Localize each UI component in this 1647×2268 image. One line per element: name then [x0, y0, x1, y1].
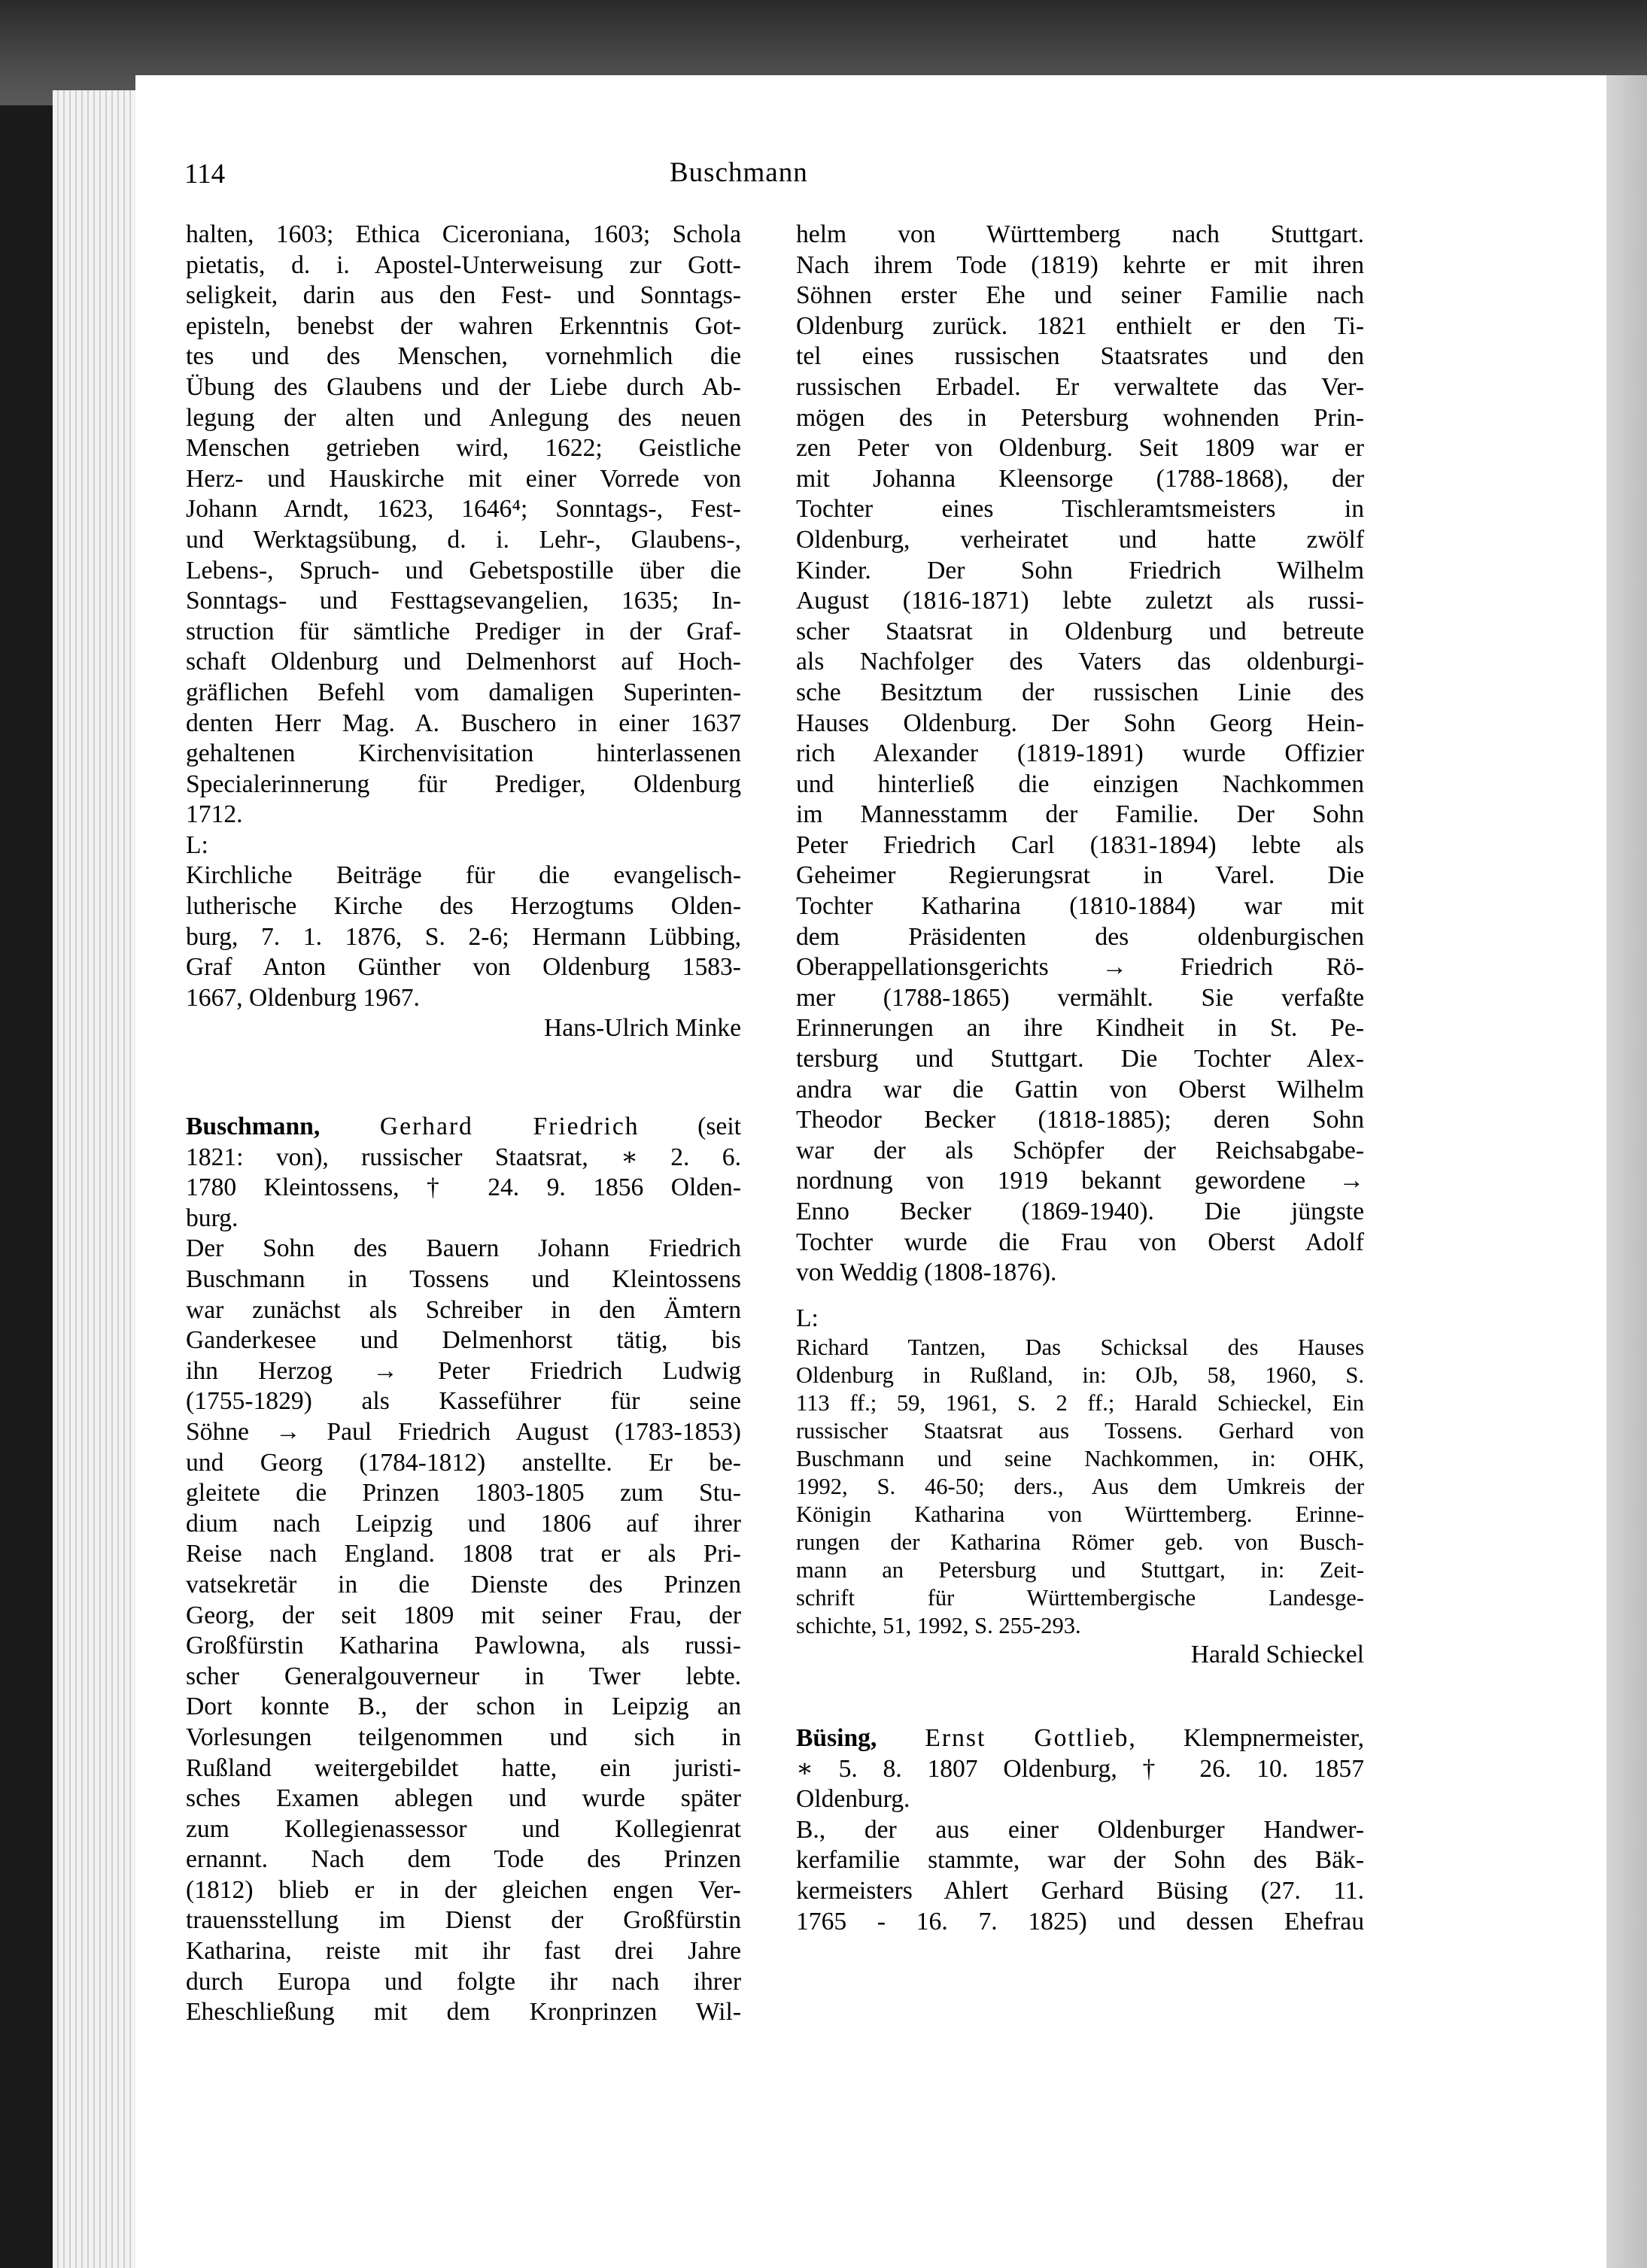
entry-body — [186, 1234, 741, 2027]
text-line: Übung des Glaubens und der Liebe durch Ab- — [186, 372, 741, 401]
text-line: rungen der Katharina Römer geb. von Busch- — [796, 1529, 1364, 1556]
entry2-given-names: Ernst Gottlieb, — [877, 1723, 1137, 1752]
text-line: scher Staatsrat in Oldenburg und betreute — [796, 617, 1364, 645]
text-line: 1992, S. 46-50; ders., Aus dem Umkreis der — [796, 1474, 1364, 1500]
text-line: war zunächst als Schreiber in den Ämtern — [186, 1295, 741, 1324]
text-line: tes und des Menschen, vornehmlich die — [186, 342, 741, 371]
text-line: Rußland weitergebildet hatte, ein juristi- — [186, 1753, 741, 1782]
text-line: scher Generalgouverneur in Twer lebte. — [186, 1662, 741, 1690]
text-line: Reise nach England. 1808 trat er als Pri- — [186, 1540, 741, 1568]
text-line: 1712. — [186, 800, 243, 829]
text-line: ∗ 5. 8. 1807 Oldenburg, † 26. 10. 1857 — [796, 1754, 1364, 1783]
text-line: Der Sohn des Bauern Johann Friedrich — [186, 1234, 741, 1263]
text-line: Oberappellationsgerichts → Friedrich Rö- — [796, 953, 1364, 982]
entry2-heading — [796, 1723, 1364, 1754]
left-column — [186, 220, 741, 2028]
book-right-edge — [1602, 75, 1647, 2268]
text-line: (1812) blieb er in der gleichen engen Ver- — [186, 1875, 741, 1904]
text-line: rich Alexander (1819-1891) wurde Offizier — [796, 739, 1364, 768]
text-line: Oldenburg. — [796, 1785, 910, 1814]
text-line: Vorlesungen teilgenommen und sich in — [186, 1723, 741, 1751]
text-line: und Georg (1784-1812) anstellte. Er be- — [186, 1448, 741, 1477]
literature-label: L: — [186, 830, 208, 859]
text-line: und hinterließ die einzigen Nachkommen — [796, 770, 1364, 798]
entry-headword: Buschmann, — [186, 1113, 321, 1141]
entry2-headword: Büsing, — [796, 1723, 877, 1752]
text-line: tel eines russischen Staatsrates und den — [796, 342, 1364, 371]
text-line: Oldenburg, verheiratet und hatte zwölf — [796, 525, 1364, 554]
text-line: Dort konnte B., der schon in Leipzig an — [186, 1693, 741, 1721]
text-line: legung der alten und Anlegung des neuen — [186, 403, 741, 432]
text-line: Nach ihrem Tode (1819) kehrte er mit ihren — [796, 250, 1364, 279]
text-line: mögen des in Petersburg wohnenden Prin- — [796, 403, 1364, 432]
text-line: gräflichen Befehl vom damaligen Superinten- — [186, 678, 741, 706]
text-line: Erinnerungen an ihre Kindheit in St. Pe- — [796, 1014, 1364, 1043]
text-line: tersburg und Stuttgart. Die Tochter Alex- — [796, 1045, 1364, 1073]
entry-heading — [186, 1112, 741, 1143]
author-signature: Hans-Ulrich Minke — [543, 1014, 741, 1043]
text-line: durch Europa und folgte ihr nach ihrer — [186, 1967, 741, 1996]
text-line: Katharina, reiste mit ihr fast drei Jahre — [186, 1937, 741, 1966]
text-line: burg. — [186, 1204, 239, 1232]
text-line: von Weddig (1808-1876). — [796, 1258, 1057, 1287]
text-line: russischen Erbadel. Er verwaltete das Ver- — [796, 372, 1364, 401]
text-line: (1755-1829) als Kasseführer für seine — [186, 1387, 741, 1416]
text-line: Sonntags- und Festtagsevangelien, 1635; In- — [186, 587, 741, 615]
text-line: im Mannesstamm der Familie. Der Sohn — [796, 800, 1364, 829]
text-line: Oldenburg zurück. 1821 enthielt er den Ti- — [796, 311, 1364, 340]
text-line: Söhnen erster Ehe und seiner Familie nach — [796, 281, 1364, 310]
text-line: 1667, Oldenburg 1967. — [186, 983, 420, 1012]
text-line: B., der aus einer Oldenburger Handwer- — [796, 1815, 1364, 1844]
text-line: seligkeit, darin aus den Fest- und Sonntags- — [186, 281, 741, 310]
text-line: helm von Württemberg nach Stuttgart. — [796, 220, 1364, 248]
entry-heading-rest: (seit — [639, 1113, 741, 1141]
text-line: halten, 1603; Ethica Ciceroniana, 1603; Schola — [186, 220, 741, 248]
book-page-edges — [53, 90, 135, 2268]
author-signature: Harald Schieckel — [1190, 1641, 1364, 1669]
text-line: Menschen getrieben wird, 1622; Geistliche — [186, 434, 741, 463]
text-line: Lebens-, Spruch- und Gebetspostille über die — [186, 556, 741, 584]
text-line: pietatis, d. i. Apostel-Unterweisung zur Gott- — [186, 250, 741, 279]
text-line: war der als Schöpfer der Reichsabgabe- — [796, 1136, 1364, 1164]
text-line: Eheschließung mit dem Kronprinzen Wil- — [186, 1998, 741, 2027]
entry-heading-dates — [186, 1143, 741, 1234]
right-column — [796, 220, 1364, 1937]
text-line: Specialerinnerung für Prediger, Oldenburg — [186, 770, 741, 798]
text-line: Hauses Oldenburg. Der Sohn Georg Hein- — [796, 709, 1364, 737]
text-line: Theodor Becker (1818-1885); deren Sohn — [796, 1106, 1364, 1134]
text-line: sche Besitztum der russischen Linie des — [796, 678, 1364, 706]
text-line: kerfamilie stammte, war der Sohn des Bäk- — [796, 1846, 1364, 1875]
entry-body-continued — [796, 220, 1364, 1289]
text-line: 1780 Kleintossens, † 24. 9. 1856 Olden- — [186, 1173, 741, 1202]
text-line: struction für sämtliche Prediger in der Graf- — [186, 617, 741, 645]
text-line: Graf Anton Günther von Oldenburg 1583- — [186, 953, 741, 982]
text-line: denten Herr Mag. A. Buschero in einer 1637 — [186, 709, 741, 737]
text-line: Richard Tantzen, Das Schicksal des Hauses — [796, 1334, 1364, 1361]
text-line: gehaltenen Kirchenvisitation hinterlassenen — [186, 739, 741, 768]
text-line: Kinder. Der Sohn Friedrich Wilhelm — [796, 556, 1364, 584]
previous-entry-works — [186, 220, 741, 830]
text-line: Georg, der seit 1809 mit seiner Frau, der — [186, 1601, 741, 1629]
text-line: mann an Petersburg und Stuttgart, in: Zeit- — [796, 1557, 1364, 1583]
text-line: Buschmann und seine Nachkommen, in: OHK, — [796, 1446, 1364, 1472]
text-line: kermeisters Ahlert Gerhard Büsing (27. 11. — [796, 1876, 1364, 1905]
text-line: lutherische Kirche des Herzogtums Olden- — [186, 892, 741, 921]
text-line: dem Präsidenten des oldenburgischen — [796, 922, 1364, 951]
text-line: Buschmann in Tossens und Kleintossens — [186, 1265, 741, 1293]
text-line: Oldenburg in Rußland, in: OJb, 58, 1960, S. — [796, 1362, 1364, 1389]
text-line: als Nachfolger des Vaters das oldenburgi- — [796, 648, 1364, 676]
text-line: zen Peter von Oldenburg. Seit 1809 war er — [796, 434, 1364, 463]
text-line: Söhne → Paul Friedrich August (1783-1853) — [186, 1417, 741, 1446]
entry2-body — [796, 1815, 1364, 1937]
text-line: Ganderkesee und Delmenhorst tätig, bis — [186, 1326, 741, 1355]
text-line: gleitete die Prinzen 1803-1805 zum Stu- — [186, 1479, 741, 1507]
entry2-heading-dates — [796, 1754, 1364, 1815]
text-line: ernannt. Nach dem Tode des Prinzen — [186, 1845, 741, 1874]
text-line: und Werktagsübung, d. i. Lehr-, Glaubens-, — [186, 525, 741, 554]
text-line: schaft Oldenburg und Delmenhorst auf Hoch- — [186, 648, 741, 676]
text-line: ihn Herzog → Peter Friedrich Ludwig — [186, 1356, 741, 1385]
text-line: 1765 - 16. 7. 1825) und dessen Ehefrau — [796, 1907, 1364, 1936]
text-line: nordnung von 1919 bekannt gewordene → — [796, 1167, 1364, 1195]
text-line: schrift für Württembergische Landesge- — [796, 1585, 1364, 1611]
text-line: Herz- und Hauskirche mit einer Vorrede von — [186, 464, 741, 493]
text-line: sches Examen ablegen und wurde später — [186, 1784, 741, 1813]
text-line: mit Johanna Kleensorge (1788-1868), der — [796, 464, 1364, 493]
text-line: Großfürstin Katharina Pawlowna, als russi- — [186, 1632, 741, 1660]
text-line: dium nach Leipzig und 1806 auf ihrer — [186, 1509, 741, 1538]
text-line: Tochter wurde die Frau von Oberst Adolf — [796, 1228, 1364, 1256]
text-line: 113 ff.; 59, 1961, S. 2 ff.; Harald Schieckel, Ein — [796, 1390, 1364, 1416]
literature-list — [796, 1334, 1364, 1640]
text-line: Kirchliche Beiträge für die evangelisch- — [186, 861, 741, 890]
text-line: Peter Friedrich Carl (1831-1894) lebte als — [796, 830, 1364, 859]
literature-list — [186, 861, 741, 1013]
text-line: schichte, 51, 1992, S. 255-293. — [796, 1613, 1081, 1639]
text-line: Enno Becker (1869-1940). Die jüngste — [796, 1198, 1364, 1225]
text-line: trauensstellung im Dienst der Großfürstin — [186, 1906, 741, 1935]
text-line: Königin Katharina von Württemberg. Erinne- — [796, 1501, 1364, 1528]
text-line: russischer Staatsrat aus Tossens. Gerhard von — [796, 1418, 1364, 1444]
text-line: burg, 7. 1. 1876, S. 2-6; Hermann Lübbing, — [186, 922, 741, 951]
page-number: 114 — [184, 159, 226, 190]
text-line: mer (1788-1865) vermählt. Sie verfaßte — [796, 983, 1364, 1012]
entry-given-names: Gerhard Friedrich — [320, 1113, 640, 1141]
text-line: vatsekretär in die Dienste des Prinzen — [186, 1570, 741, 1599]
text-line: zum Kollegienassessor und Kollegienrat — [186, 1814, 741, 1843]
running-title: Buschmann — [670, 157, 808, 188]
literature-label: L: — [796, 1304, 819, 1332]
text-line: 1821: von), russischer Staatsrat, ∗ 2. 6. — [186, 1143, 741, 1171]
text-line: Johann Arndt, 1623, 1646⁴; Sonntags-, Fest- — [186, 495, 741, 524]
text-line: episteln, benebst der wahren Erkenntnis Got- — [186, 311, 741, 340]
text-line: andra war die Gattin von Oberst Wilhelm — [796, 1075, 1364, 1104]
text-line: Geheimer Regierungsrat in Varel. Die — [796, 861, 1364, 890]
entry2-heading-rest: Klempnermeister, — [1136, 1723, 1364, 1752]
text-line: Tochter Katharina (1810-1884) war mit — [796, 892, 1364, 921]
text-line: August (1816-1871) lebte zuletzt als russi- — [796, 587, 1364, 615]
text-line: Tochter eines Tischleramtsmeisters in — [796, 495, 1364, 524]
